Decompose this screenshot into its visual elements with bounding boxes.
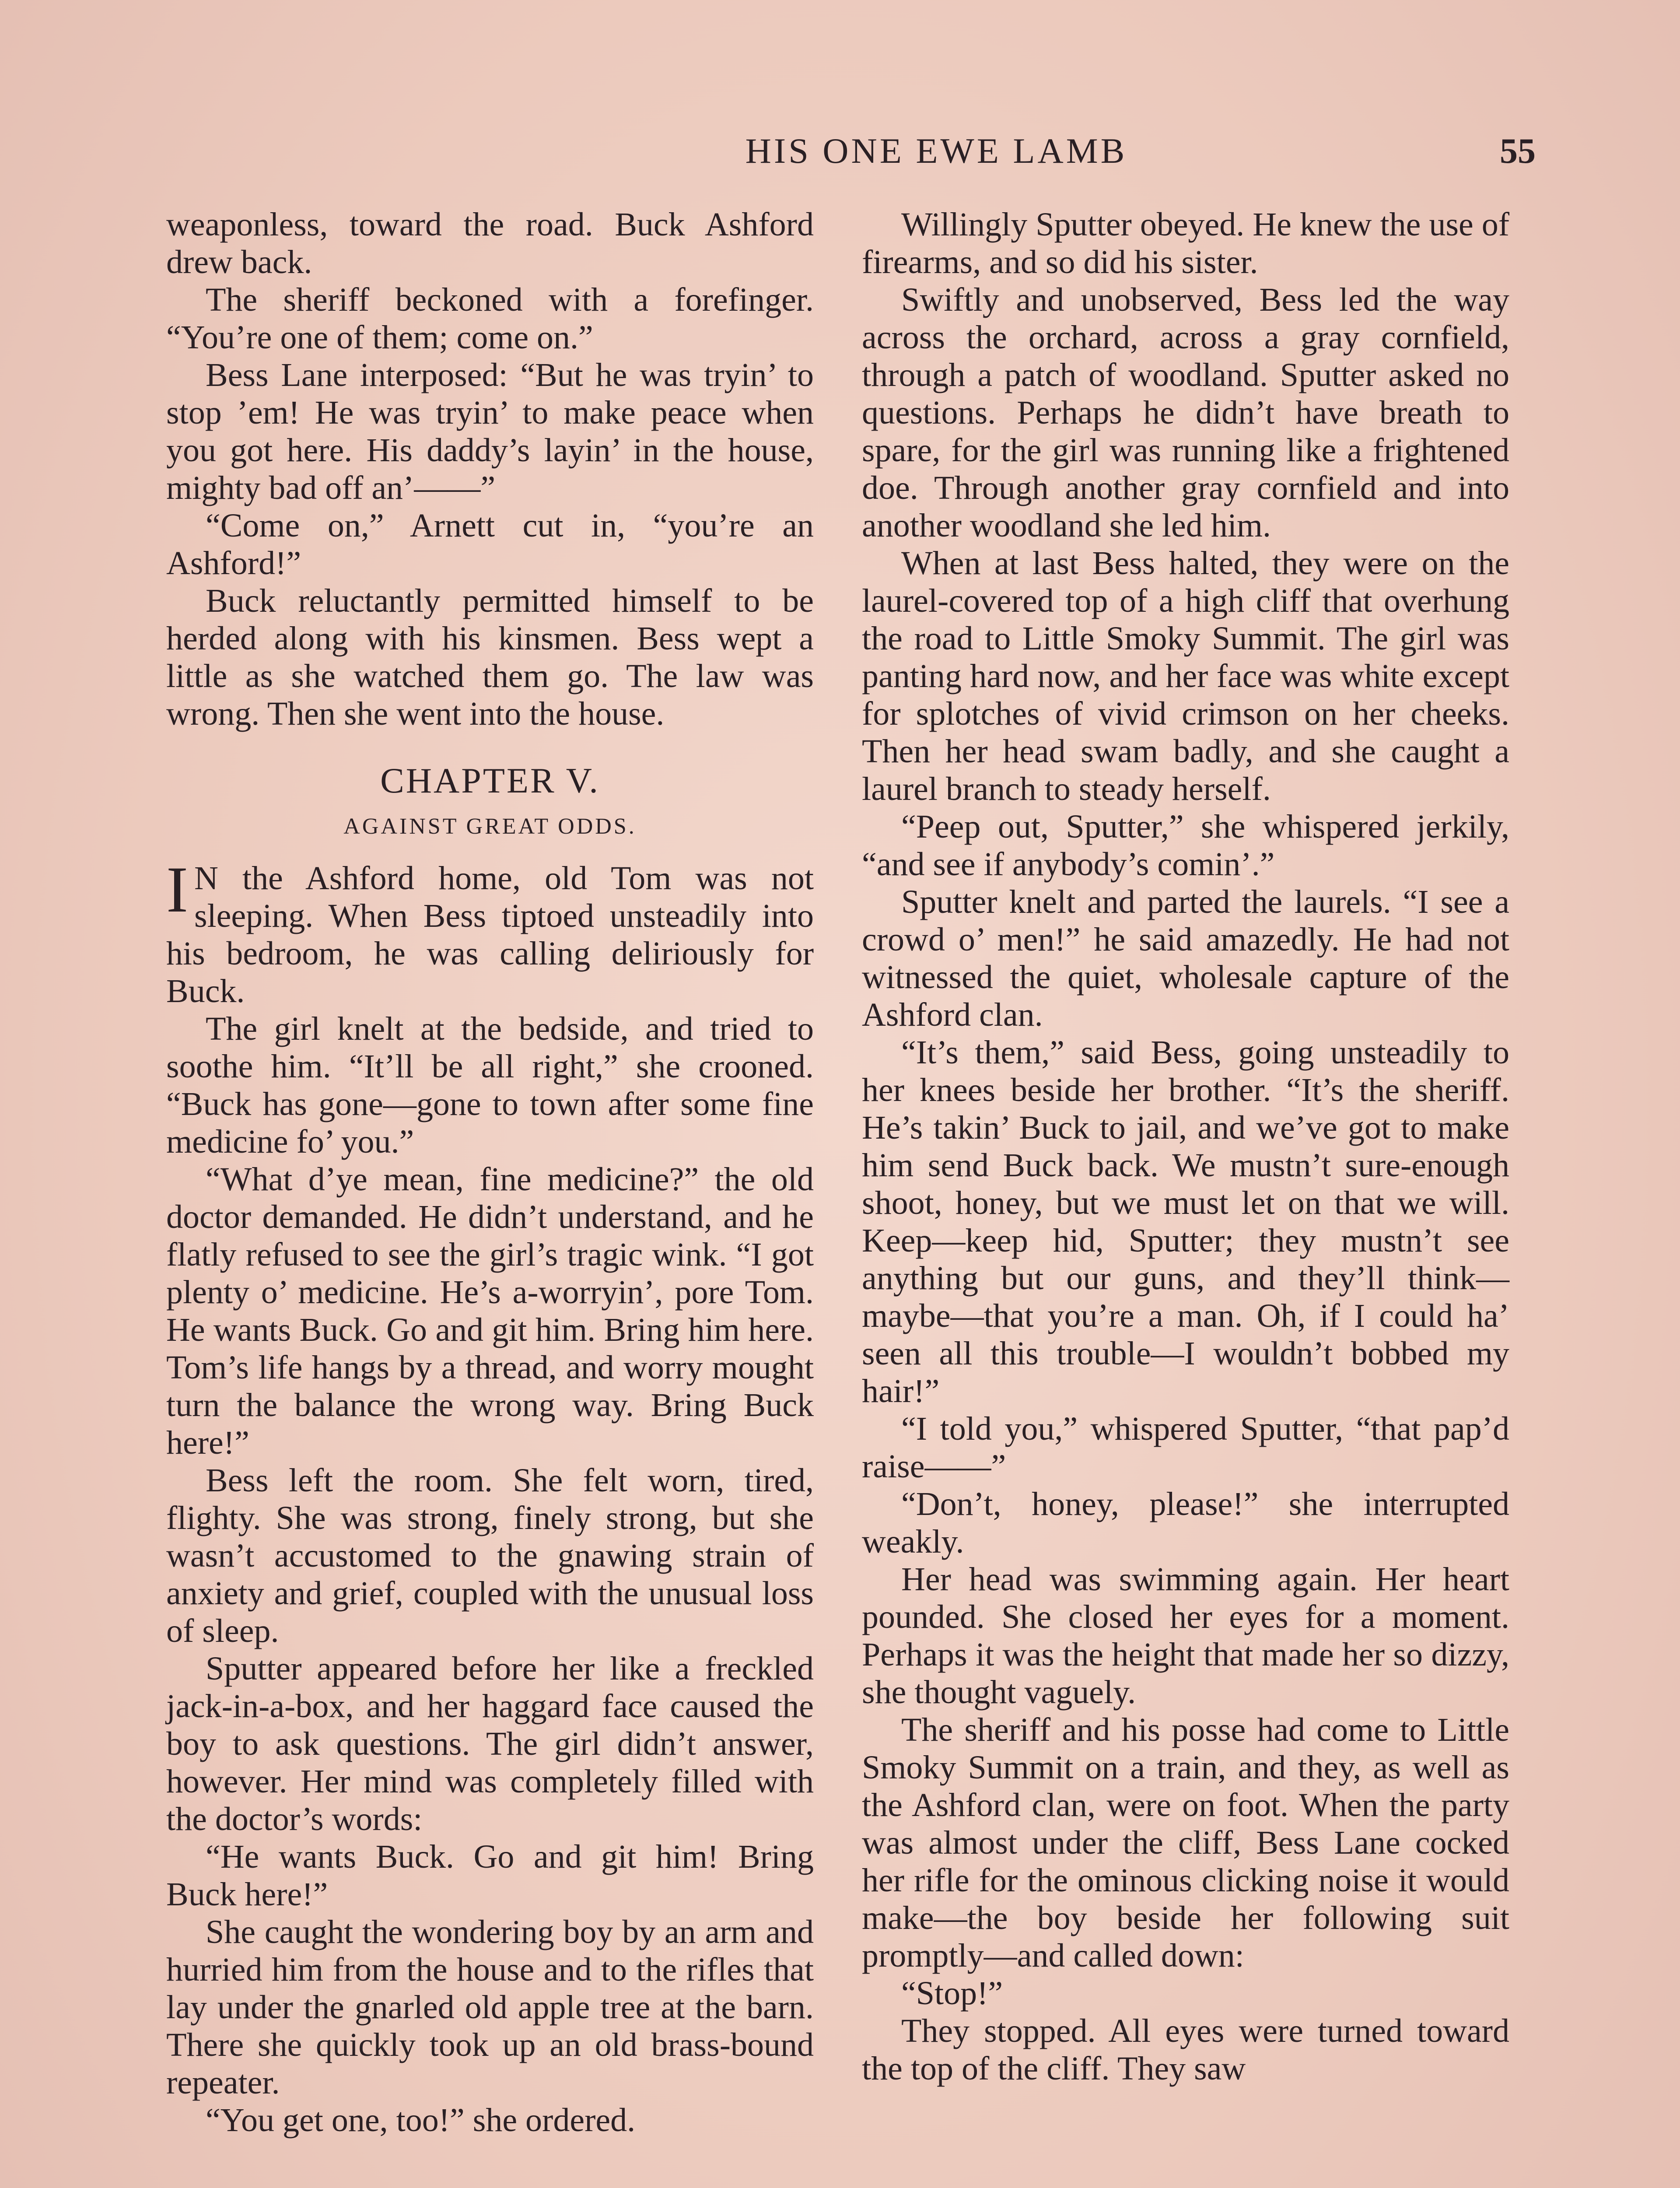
paragraph: “What d’ye mean, fine medicine?” the old doctor demanded. He didn’t understand, and he flatly refused to see the girl’s tragic wink. “I got plenty o’ medicine. He’s a-worryin’, pore Tom. He wants Buck. Go and git him. Bring him here. Tom’s life hangs by a thread, and worry mought turn the balance the wrong way. Bring Buck here!” — [166, 1161, 814, 1461]
paragraph: The sheriff and his posse had come to Little Smoky Summit on a train, and they, as well as the Ashford clan, were on foot. When the party was almost under the cliff, Bess Lane cocked her rifle for the ominous clicking noise it would make—the boy beside her following suit promptly—and called down: — [862, 1711, 1509, 1974]
paragraph: She caught the wondering boy by an arm and hurried him from the house and to the rifles that lay under the gnarled old apple tree at the barn. There she quickly took up an old brass-bound repeater. — [166, 1914, 814, 2101]
opening-text: N the Ashford home, old Tom was not sleeping. When Bess tiptoed unsteadily into his bedroom, he was calling deliriously for Buck. — [166, 860, 814, 1010]
paragraph: “Peep out, Sputter,” she whispered jerkily, “and see if anybody’s comin’.” — [862, 808, 1509, 883]
chapter-subtitle: AGAINST GREAT ODDS. — [343, 814, 637, 839]
running-title: HIS ONE EWE LAMB — [745, 131, 1127, 171]
paragraph: The sheriff beckoned with a forefinger. “You’re one of them; come on.” — [166, 281, 814, 356]
paragraph: “Come on,” Arnett cut in, “you’re an Ashford!” — [166, 507, 814, 582]
paragraph: “You get one, too!” she ordered. — [206, 2102, 636, 2139]
running-header — [166, 125, 1536, 177]
right-column — [862, 206, 1509, 2087]
paragraph: Bess Lane interposed: “But he was tryin’ to stop ’em! He was tryin’ to make peace when you got here. His daddy’s layin’ in the house, mighty bad off an’——” — [166, 357, 814, 506]
paragraph: When at last Bess halted, they were on the laurel-covered top of a high cliff that overhung the road to Little Smoky Summit. The girl was panting hard now, and her face was white except for splotches of vivid crimson on her cheeks. Then her head swam badly, and she caught a laurel branch to steady herself. — [862, 545, 1509, 807]
paragraph: “I told you,” whispered Sputter, “that pap’d raise——” — [862, 1410, 1509, 1485]
paragraph: weaponless, toward the road. Buck Ashford drew back. — [166, 206, 814, 281]
chapter-opening-paragraph — [166, 853, 814, 1010]
paragraph: “He wants Buck. Go and git him! Bring Buck here!” — [166, 1838, 814, 1913]
paragraph: They stopped. All eyes were turned toward the top of the cliff. They saw — [862, 2013, 1509, 2087]
paragraph: Bess left the room. She felt worn, tired, flighty. She was strong, finely strong, but she wasn’t accustomed to the gnawing strain of anxiety and grief, coupled with the unusual loss of sleep. — [166, 1462, 814, 1649]
left-column — [166, 206, 814, 2139]
paragraph: “Don’t, honey, please!” she interrupted weakly. — [862, 1486, 1509, 1560]
paragraph: Sputter appeared before her like a freckled jack-in-a-box, and her haggard face caused the boy to ask questions. The girl didn’t answer, however. Her mind was completely filled with the doctor’s words: — [166, 1650, 814, 1837]
paragraph: Swiftly and unobserved, Bess led the way across the orchard, across a gray cornfield, through a patch of woodland. Sputter asked no questions. Perhaps he didn’t have breath to spare, for the girl was running like a frightened doe. Through another gray cornfield and into another woodland she led him. — [862, 281, 1509, 544]
paragraph: Her head was swimming again. Her heart pounded. She closed her eyes for a moment. Perhaps it was the height that made her so dizzy, she thought vaguely. — [862, 1561, 1509, 1711]
paragraph: Willingly Sputter obeyed. He knew the use of firearms, and so did his sister. — [862, 206, 1509, 281]
paragraph: The girl knelt at the bedside, and tried to soothe him. “It’ll be all right,” she crooned. “Buck has gone—gone to town after some fine medicine fo’ you.” — [166, 1010, 814, 1160]
paragraph: Buck reluctantly permitted himself to be herded along with his kinsmen. Bess wept a little as she watched them go. The law was wrong. Then she went into the house. — [166, 582, 814, 732]
paragraph: Sputter knelt and parted the laurels. “I see a crowd o’ men!” he said amazedly. He had not witnessed the quiet, wholesale capture of the Ashford clan. — [862, 884, 1509, 1033]
drop-cap: I — [166, 853, 188, 926]
paragraph: “It’s them,” said Bess, going unsteadily to her knees beside her brother. “It’s the sheriff. He’s takin’ Buck to jail, and we’ve got to make him send Buck back. We mustn’t sure-enough shoot, honey, but we must let on that we will. Keep—keep hid, Sputter; they mustn’t see anything but our guns, and they’ll think—maybe—that you’re a man. Oh, if I could ha’ seen all this trouble—I wouldn’t bobbed my hair!” — [862, 1034, 1509, 1410]
chapter-title: CHAPTER V. — [380, 761, 600, 800]
page-number: 55 — [1500, 131, 1536, 171]
paragraph: “Stop!” — [901, 1975, 1003, 2012]
